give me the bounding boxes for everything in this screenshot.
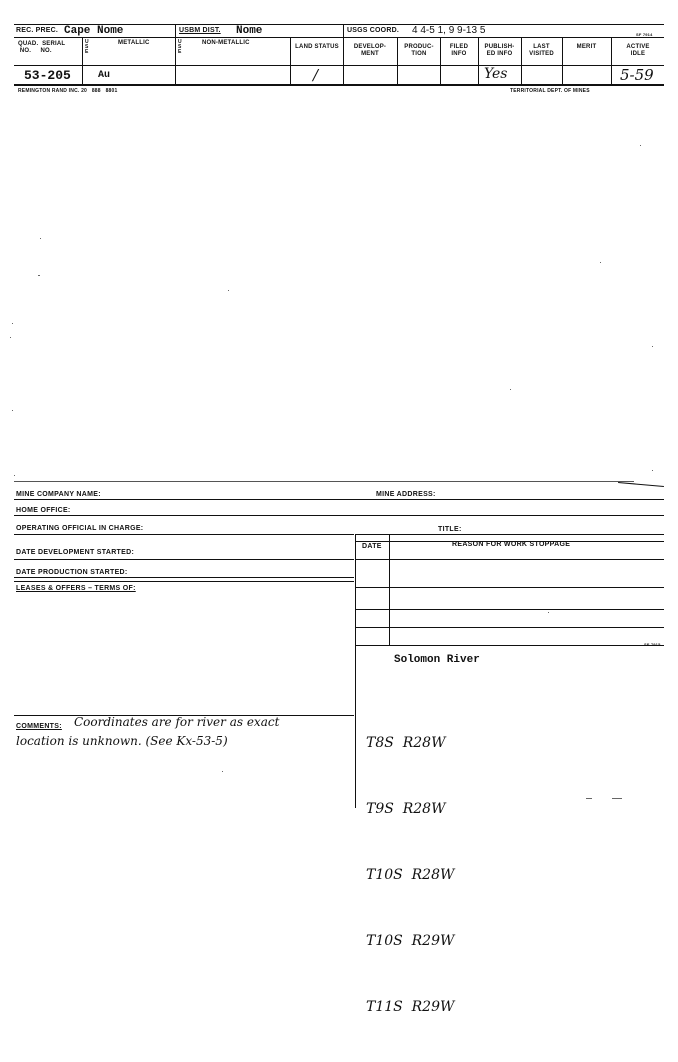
date-development-label: DATE DEVELOPMENT STARTED: bbox=[16, 549, 135, 556]
use-header-2: U S E bbox=[178, 39, 182, 55]
quad-serial-header: QUAD. SERIAL NO. NO. bbox=[18, 41, 66, 54]
title-label: TITLE: bbox=[438, 526, 462, 533]
rec-prec-label: REC. PREC. bbox=[16, 27, 59, 34]
printer-imprint: REMINGTON RAND INC. 20 888 8801 bbox=[18, 88, 118, 94]
land-status-value: / bbox=[313, 66, 319, 84]
last-visited-header: LAST VISITED bbox=[529, 44, 554, 57]
quad-serial-value: 53-205 bbox=[24, 68, 71, 83]
active-idle-value: 5-59 bbox=[620, 66, 654, 84]
reason-column-header: REASON FOR WORK STOPPAGE bbox=[452, 541, 571, 548]
operating-official-label: OPERATING OFFICIAL IN CHARGE: bbox=[16, 525, 144, 532]
date-production-label: DATE PRODUCTION STARTED: bbox=[16, 569, 128, 576]
usbm-dist-value: Nome bbox=[236, 25, 263, 37]
home-office-label: HOME OFFICE: bbox=[16, 507, 71, 514]
form-number-back: SF 7915 bbox=[644, 642, 661, 647]
mine-address-label: MINE ADDRESS: bbox=[376, 491, 436, 498]
metallic-header: METALLIC bbox=[118, 40, 150, 46]
comments-line-2: location is unknown. (See Kx-53-5) bbox=[16, 734, 228, 748]
township-entry: T10S R28W bbox=[366, 867, 455, 883]
usgs-coord-value: 4 4-5 1, 9 9-13 5 bbox=[412, 25, 486, 36]
date-column-header: DATE bbox=[362, 543, 382, 550]
comments-line-1: Coordinates are for river as exact bbox=[74, 715, 280, 729]
leases-label: LEASES & OFFERS – TERMS OF: bbox=[16, 585, 136, 592]
township-list bbox=[366, 688, 454, 1062]
use-header-1: U S E bbox=[85, 39, 89, 55]
merit-header: MERIT bbox=[576, 44, 597, 50]
township-entry: T11S R29W bbox=[366, 999, 455, 1015]
mine-company-name-label: MINE COMPANY NAME: bbox=[16, 491, 101, 498]
published-info-header: PUBLISH- ED INFO bbox=[484, 44, 515, 57]
active-idle-header: ACTIVE IDLE bbox=[626, 44, 650, 57]
published-info-value: Yes bbox=[484, 66, 508, 82]
usgs-coord-label: USGS COORD. bbox=[347, 27, 399, 34]
location-name: Solomon River bbox=[394, 654, 480, 666]
comments-label: COMMENTS: bbox=[16, 723, 62, 730]
department-imprint: TERRITORIAL DEPT. OF MINES bbox=[510, 88, 590, 94]
filed-info-header: FILED INFO bbox=[449, 44, 469, 57]
metallic-value: Au bbox=[98, 70, 111, 81]
development-header: DEVELOP- MENT bbox=[353, 44, 387, 57]
form-number-front: SF 7914 bbox=[636, 32, 653, 37]
land-status-header: LAND STATUS bbox=[295, 44, 339, 50]
township-entry: T9S R28W bbox=[366, 801, 446, 817]
township-entry: T10S R29W bbox=[366, 933, 455, 949]
production-header: PRODUC- TION bbox=[404, 44, 434, 57]
rec-prec-value: Cape Nome bbox=[64, 25, 124, 37]
township-entry: T8S R28W bbox=[366, 735, 446, 751]
usbm-dist-label: USBM DIST. bbox=[179, 27, 221, 34]
non-metallic-header: NON-METALLIC bbox=[202, 40, 250, 46]
